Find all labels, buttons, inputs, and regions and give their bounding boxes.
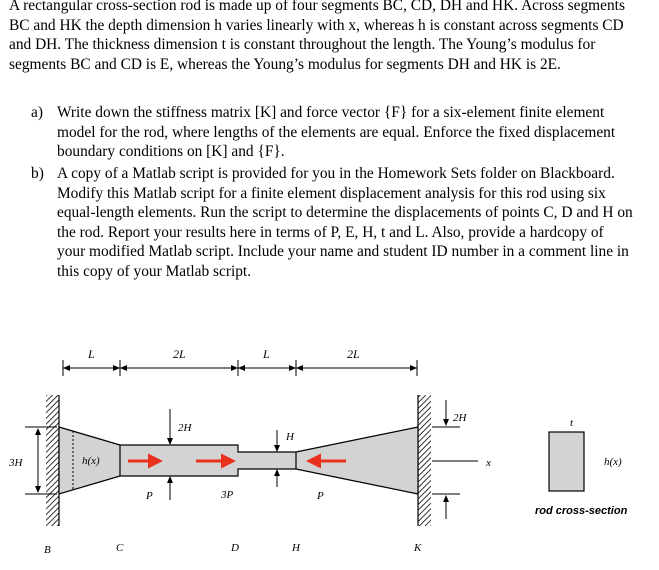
right-wall xyxy=(418,395,431,526)
rod-body xyxy=(59,427,418,494)
problem-intro: A rectangular cross-section rod is made up of four segments BC, CD, DH and HK. Across segments BC and HK the depth dimension h varies linearly with x, whereas h is constant across segments CD and DH. The thickness dimension t is constant throughout the length. The Young’s modulus for segments BC and CD is E, whereas the Young’s modulus for segments DH and HK is 2E. xyxy=(9,0,625,73)
hx-label: h(x) xyxy=(82,455,100,467)
part-b-label: b) xyxy=(31,165,44,182)
dim-cd: 2L xyxy=(173,347,186,361)
part-a-label: a) xyxy=(31,104,43,121)
cross-section-t-label: t xyxy=(570,417,574,429)
height-right: 2H xyxy=(453,412,467,424)
x-axis-label: x xyxy=(486,457,491,469)
point-k: K xyxy=(414,542,422,554)
load-d-label: 3P xyxy=(221,489,234,501)
dim-dh: L xyxy=(263,347,270,361)
height-right-seg: H xyxy=(286,431,294,443)
cross-section-h-label: h(x) xyxy=(604,456,622,468)
part-b-text: A copy of a Matlab script is provided for you in the Homework Sets folder on Blackboard. Modify this Matlab script for a finite element displacement analysis for this rod using six equal-length elements. Run the script to determine the displacements of points C, D and H on the rod. Report your results here in terms of P, E, H, t and L. Also, provide a hardcopy of your modified Matlab script. Include your name and student ID number in a comment line in this copy of your Matlab script. xyxy=(57,165,633,280)
height-left: 3H xyxy=(9,457,23,469)
point-c: C xyxy=(116,542,124,554)
part-a-text: Write down the stiffness matrix [K] and force vector {F} for a six-element finite element model for the rod, where lengths of the elements are equal. Enforce the fixed displacement boundary conditions on [K] and {F}. xyxy=(57,104,616,161)
height-mid: 2H xyxy=(178,422,192,434)
load-c-label: P xyxy=(146,490,153,502)
point-b: B xyxy=(44,544,51,556)
left-wall xyxy=(46,395,59,526)
length-dimension-line xyxy=(63,360,417,376)
cross-section-rect xyxy=(549,432,584,491)
cross-section-caption: rod cross-section xyxy=(535,505,628,517)
load-h-label: P xyxy=(317,490,324,502)
point-h: H xyxy=(292,542,300,554)
point-d: D xyxy=(231,542,239,554)
dim-bc: L xyxy=(88,347,95,361)
dim-hk: 2L xyxy=(347,347,360,361)
